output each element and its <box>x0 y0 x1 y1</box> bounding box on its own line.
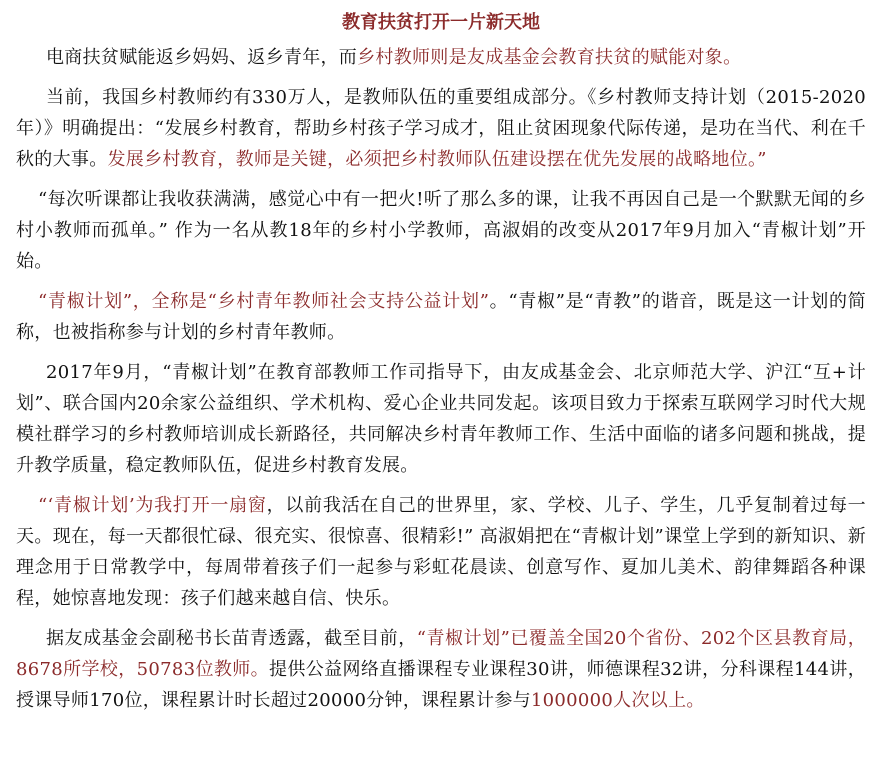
paragraph <box>16 623 866 716</box>
article-title: 教育扶贫打开一片新天地 <box>342 12 540 33</box>
paragraph-text: 提供公益网络直播课程专业课程30讲，师德课程32讲，分科课程144讲，授课导师170位，课程累计时长超过20000分钟，课程累计参与 <box>16 659 866 711</box>
article-body <box>16 42 866 716</box>
paragraph <box>16 82 866 175</box>
paragraph-text: 电商扶贫赋能返乡妈妈、返乡青年，而 <box>46 47 358 68</box>
paragraph <box>16 184 866 277</box>
paragraph <box>16 286 866 348</box>
highlighted-text: “青椒计划”已覆盖全国20个省份、202个区县教育局，8678所学校，50783位教师。 <box>16 628 867 680</box>
paragraph-text: 据友成基金会副秘书长苗青透露，截至目前， <box>46 628 417 649</box>
paragraph <box>16 42 866 73</box>
highlighted-text: “‘青椒计划’为我打开一扇窗 <box>38 495 267 516</box>
paragraph <box>16 490 866 614</box>
paragraph-text: 。“青椒”是“青教”的谐音，既是这一计划的简称，也被指称参与计划的乡村青年教师。 <box>16 291 866 343</box>
paragraph-text: 当前，我国乡村教师约有330万人，是教师队伍的重要组成部分。《乡村教师支持计划（2015-2020年）》明确提出：“发展乡村教育，帮助乡村孩子学习成才，阻止贫困现象代际传递，是功在当代、利在千秋的大事。 <box>16 87 866 170</box>
highlighted-text: “青椒计划”，全称是“乡村青年教师社会支持公益计划” <box>38 291 490 312</box>
paragraph <box>16 357 866 481</box>
highlighted-text: 1000000人次以上。 <box>530 690 705 711</box>
highlighted-text: 乡村教师则是友成基金会教育扶贫的赋能对象。 <box>357 47 742 68</box>
highlighted-text: 发展乡村教育，教师是关键，必须把乡村教师队伍建设摆在优先发展的战略地位。” <box>107 149 767 170</box>
paragraph-text: ，以前我活在自己的世界里，家、学校、儿子、学生，几乎复制着过每一天。现在，每一天都很忙碌、很充实、很惊喜、很精彩!” 高淑娟把在“青椒计划”课堂上学到的新知识、新理念用于日常教学中，每周带着孩子们一起参与彩虹花晨读、创意写作、夏加儿美术、韵律舞蹈各种课程，她惊喜地发现：孩子们越来越自信、快乐。 <box>16 495 866 609</box>
paragraph-text: 2017年9月，“青椒计划”在教育部教师工作司指导下，由友成基金会、北京师范大学、沪江“互+计划”、联合国内20余家公益组织、学术机构、爱心企业共同发起。该项目致力于探索互联网学习时代大规模社群学习的乡村教师培训成长新路径，共同解决乡村青年教师工作、生活中面临的诸多问题和挑战，提升教学质量，稳定教师队伍，促进乡村教育发展。 <box>16 362 866 476</box>
paragraph-text: “每次听课都让我收获满满，感觉心中有一把火!听了那么多的课，让我不再因自己是一个默默无闻的乡村小教师而孤单。” 作为一名从教18年的乡村小学教师，高淑娟的改变从2017年9月加入“青椒计划”开始。 <box>16 189 866 272</box>
